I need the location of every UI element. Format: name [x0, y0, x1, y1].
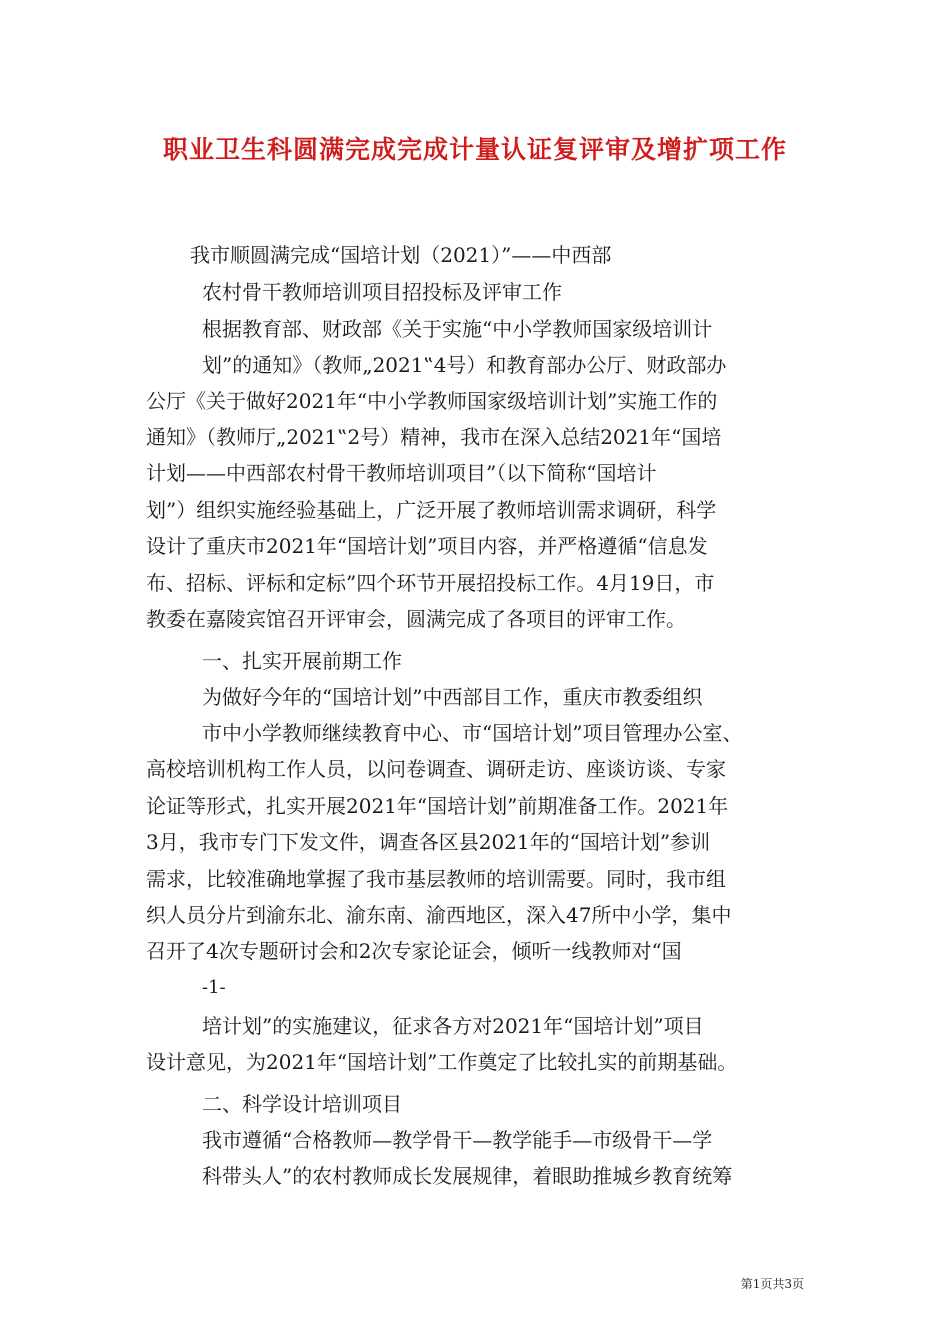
paragraph-line: 通知》（教师厅„2021‟2号）精神，我市在深入总结2021年“国培	[146, 425, 722, 449]
section-heading: 一、扎实开展前期工作	[202, 649, 402, 673]
paragraph-line: 教委在嘉陵宾馆召开评审会，圆满完成了各项目的评审工作。	[146, 607, 686, 631]
document-title: 职业卫生科圆满完成完成计量认证复评审及增扩项工作	[162, 135, 787, 164]
paragraph-line: 计划——中西部农村骨干教师培训项目”（以下简称“国培计	[146, 461, 657, 485]
paragraph-line: 设计意见，为2021年“国培计划”工作奠定了比较扎实的前期基础。	[146, 1050, 738, 1074]
paragraph-line: 3月，我市专门下发文件，调查各区县2021年的“国培计划”参训	[146, 830, 711, 854]
paragraph-line: 召开了4次专题研讨会和2次专家论证会，倾听一线教师对“国	[146, 939, 682, 963]
paragraph-line: 公厅《关于做好2021年“中小学教师国家级培训计划”实施工作的	[146, 389, 718, 413]
paragraph-line: 我市顺圆满完成“国培计划（2021）”——中西部	[190, 243, 612, 267]
paragraph-line: 划”）组织实施经验基础上，广泛开展了教师培训需求调研，科学	[146, 498, 717, 522]
paragraph-line: 划”的通知》（教师„2021‟4号）和教育部办公厅、财政部办	[202, 353, 727, 377]
page-number-footer: 第1页共3页	[740, 1277, 804, 1291]
paragraph-line: 根据教育部、财政部《关于实施“中小学教师国家级培训计	[202, 317, 713, 341]
page-marker: -1-	[202, 977, 226, 998]
paragraph-line: 培计划”的实施建议，征求各方对2021年“国培计划”项目	[202, 1014, 704, 1038]
paragraph-line: 布、招标、评标和定标”四个环节开展招投标工作。4月19日，市	[146, 571, 715, 595]
paragraph-line: 织人员分片到渝东北、渝东南、渝西地区，深入47所中小学，集中	[146, 903, 732, 927]
paragraph-line: 市中小学教师继续教育中心、市“国培计划”项目管理办公室、	[202, 721, 743, 745]
paragraph-line: 为做好今年的“国培计划”中西部目工作，重庆市教委组织	[202, 685, 703, 709]
paragraph-line: 需求，比较准确地掌握了我市基层教师的培训需要。同时，我市组	[146, 867, 726, 891]
paragraph-line: 农村骨干教师培训项目招投标及评审工作	[202, 280, 562, 304]
paragraph-line: 高校培训机构工作人员，以问卷调查、调研走访、座谈访谈、专家	[146, 757, 726, 781]
paragraph-line: 科带头人”的农村教师成长发展规律，着眼助推城乡教育统筹	[202, 1164, 733, 1188]
section-heading: 二、科学设计培训项目	[202, 1092, 402, 1116]
paragraph-line: 我市遵循“合格教师—教学骨干—教学能手—市级骨干—学	[202, 1128, 713, 1152]
paragraph-line: 论证等形式，扎实开展2021年“国培计划”前期准备工作。2021年	[146, 794, 729, 818]
paragraph-line: 设计了重庆市2021年“国培计划”项目内容，并严格遵循“信息发	[146, 534, 708, 558]
